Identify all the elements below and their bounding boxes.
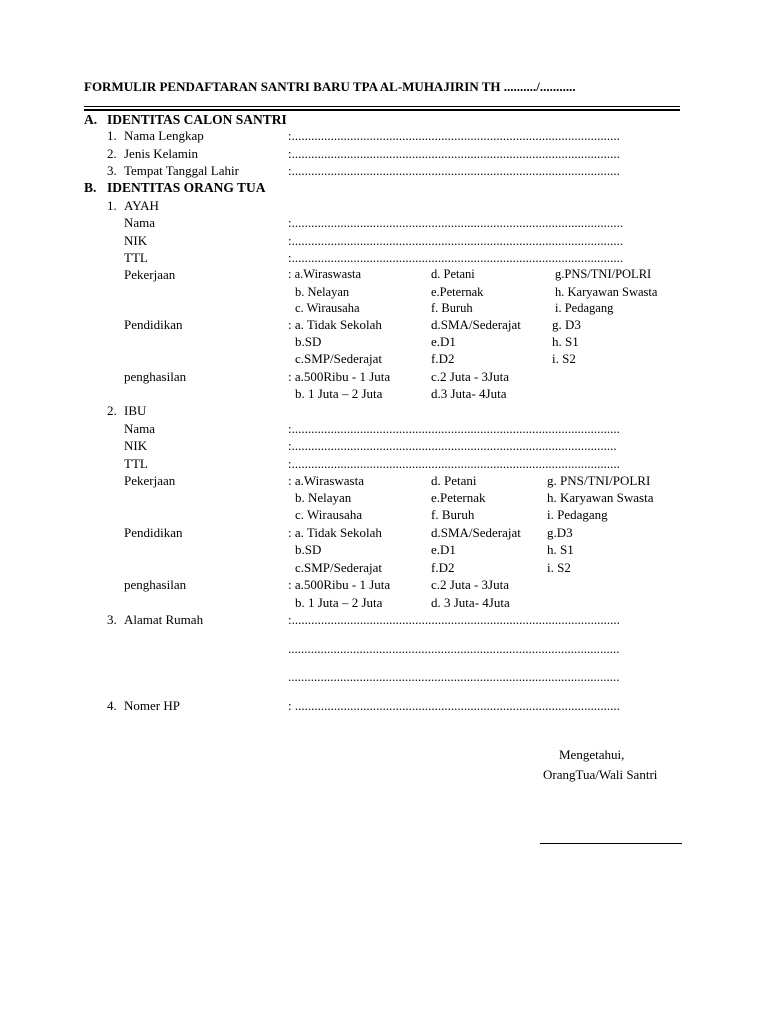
ibu-title: IBU [124, 403, 147, 418]
ayah-pekerjaan-label: Pekerjaan [124, 267, 176, 282]
title-rule-bottom [84, 109, 680, 111]
ayah-nama-label: Nama [124, 215, 156, 230]
ibu-penghasilan-option[interactable]: b. 1 Juta – 2 Juta [295, 595, 383, 610]
ibu-pendidikan-option[interactable]: c.SMP/Sederajat [295, 560, 383, 575]
ayah-ttl-label: TTL [124, 250, 148, 265]
ayah-nama-field[interactable]: :...................................................................................................... [288, 215, 624, 230]
ayah-pekerjaan-option[interactable]: d. Petani [431, 267, 475, 281]
alamat-label: Alamat Rumah [124, 612, 204, 627]
ayah-pekerjaan-option[interactable]: : a.Wiraswasta [288, 267, 362, 281]
ayah-pekerjaan-option[interactable]: i. Pedagang [555, 301, 614, 315]
alamat-field-line[interactable]: :..................................................................................................... [288, 612, 620, 627]
ibu-pendidikan-option[interactable]: : a. Tidak Sekolah [288, 525, 382, 540]
section-b-title: IDENTITAS ORANG TUA [107, 180, 266, 195]
ayah-pendidikan-option[interactable]: : a. Tidak Sekolah [288, 317, 382, 332]
signature-line[interactable] [540, 843, 682, 844]
ibu-pekerjaan-option[interactable]: h. Karyawan Swasta [547, 490, 654, 505]
ayah-pendidikan-option[interactable]: e.D1 [431, 334, 456, 349]
ayah-pendidikan-label: Pendidikan [124, 317, 183, 332]
nomer-hp-field[interactable]: : .................................................................................................... [288, 698, 620, 713]
ayah-penghasilan-option[interactable]: c.2 Juta - 3Juta [431, 369, 509, 384]
ibu-num: 2. [107, 403, 117, 418]
ayah-title: AYAH [124, 198, 159, 213]
a-item-1-num: 1. [107, 128, 117, 143]
ibu-pekerjaan-option[interactable]: d. Petani [431, 473, 477, 488]
ayah-pendidikan-option[interactable]: d.SMA/Sederajat [431, 317, 521, 332]
ayah-penghasilan-option[interactable]: : a.500Ribu - 1 Juta [288, 369, 391, 384]
ayah-pekerjaan-option[interactable]: e.Peternak [431, 285, 484, 299]
section-a-letter: A. [84, 112, 98, 127]
ibu-pekerjaan-option[interactable]: b. Nelayan [295, 490, 352, 505]
ibu-pekerjaan-option[interactable]: f. Buruh [431, 507, 475, 522]
nama-lengkap-field[interactable]: :..................................................................................................... [288, 128, 620, 143]
ayah-nik-field[interactable]: :...................................................................................................... [288, 233, 624, 248]
ayah-penghasilan-label: penghasilan [124, 369, 187, 384]
ibu-pendidikan-option[interactable]: b.SD [295, 542, 322, 557]
title-rule-top [84, 106, 680, 107]
ibu-nama-field[interactable]: :..................................................................................................... [288, 421, 620, 436]
hp-num: 4. [107, 698, 117, 713]
ibu-pekerjaan-label: Pekerjaan [124, 473, 176, 488]
ayah-num: 1. [107, 198, 117, 213]
ibu-pendidikan-option[interactable]: f.D2 [431, 560, 455, 575]
a-item-3-label: Tempat Tanggal Lahir [124, 163, 239, 178]
ayah-pekerjaan-option[interactable]: b. Nelayan [295, 285, 350, 299]
ibu-nik-label: NIK [124, 438, 148, 453]
ibu-pekerjaan-option[interactable]: c. Wirausaha [295, 507, 363, 522]
ayah-pekerjaan-option[interactable]: g.PNS/TNI/POLRI [555, 267, 652, 281]
alamat-field-line[interactable]: ...................................................................................................... [288, 669, 620, 684]
ayah-pendidikan-option[interactable]: b.SD [295, 334, 322, 349]
ayah-pekerjaan-option[interactable]: f. Buruh [431, 301, 473, 315]
ibu-pendidikan-option[interactable]: i. S2 [547, 560, 571, 575]
ibu-penghasilan-option[interactable]: : a.500Ribu - 1 Juta [288, 577, 391, 592]
ibu-ttl-label: TTL [124, 456, 148, 471]
ibu-pendidikan-option[interactable]: h. S1 [547, 542, 574, 557]
ibu-pendidikan-label: Pendidikan [124, 525, 183, 540]
a-item-2-label: Jenis Kelamin [124, 146, 199, 161]
section-b-letter: B. [84, 180, 97, 195]
ayah-pendidikan-option[interactable]: g. D3 [552, 317, 581, 332]
ayah-penghasilan-option[interactable]: d.3 Juta- 4Juta [431, 386, 507, 401]
ayah-pendidikan-option[interactable]: h. S1 [552, 334, 579, 349]
ayah-pekerjaan-option[interactable]: h. Karyawan Swasta [555, 285, 658, 299]
ibu-pekerjaan-option[interactable]: e.Peternak [431, 490, 486, 505]
ibu-penghasilan-option[interactable]: d. 3 Juta- 4Juta [431, 595, 510, 610]
signature-mengetahui: Mengetahui, [559, 747, 625, 762]
alamat-num: 3. [107, 612, 117, 627]
ayah-ttl-field[interactable]: :...................................................................................................... [288, 250, 624, 265]
ayah-pendidikan-option[interactable]: c.SMP/Sederajat [295, 351, 383, 366]
ibu-penghasilan-option[interactable]: c.2 Juta - 3Juta [431, 577, 509, 592]
form-title: FORMULIR PENDAFTARAN SANTRI BARU TPA AL-MUHAJIRIN TH ........../........... [84, 79, 576, 94]
a-item-1-label: Nama Lengkap [124, 128, 204, 143]
ibu-pekerjaan-option[interactable]: i. Pedagang [547, 507, 608, 522]
ibu-pendidikan-option[interactable]: d.SMA/Sederajat [431, 525, 521, 540]
ayah-pendidikan-option[interactable]: i. S2 [552, 351, 576, 366]
ibu-ttl-field[interactable]: :..................................................................................................... [288, 456, 620, 471]
jenis-kelamin-field[interactable]: :..................................................................................................... [288, 146, 620, 161]
alamat-field-line[interactable]: ...................................................................................................... [288, 641, 620, 656]
ibu-nama-label: Nama [124, 421, 156, 436]
ibu-penghasilan-label: penghasilan [124, 577, 187, 592]
ibu-pendidikan-option[interactable]: e.D1 [431, 542, 456, 557]
ibu-pekerjaan-option[interactable]: g. PNS/TNI/POLRI [547, 473, 651, 488]
ibu-pekerjaan-option[interactable]: : a.Wiraswasta [288, 473, 365, 488]
a-item-2-num: 2. [107, 146, 117, 161]
ibu-nik-field[interactable]: :.................................................................................................... [288, 438, 617, 453]
tempat-tanggal-lahir-field[interactable]: :..................................................................................................... [288, 163, 620, 178]
ayah-nik-label: NIK [124, 233, 148, 248]
a-item-3-num: 3. [107, 163, 117, 178]
ayah-penghasilan-option[interactable]: b. 1 Juta – 2 Juta [295, 386, 383, 401]
ayah-pendidikan-option[interactable]: f.D2 [431, 351, 455, 366]
section-a-title: IDENTITAS CALON SANTRI [107, 112, 287, 127]
hp-label: Nomer HP [124, 698, 180, 713]
signature-role: OrangTua/Wali Santri [543, 767, 658, 782]
ibu-pendidikan-option[interactable]: g.D3 [547, 525, 573, 540]
ayah-pekerjaan-option[interactable]: c. Wirausaha [295, 301, 360, 315]
